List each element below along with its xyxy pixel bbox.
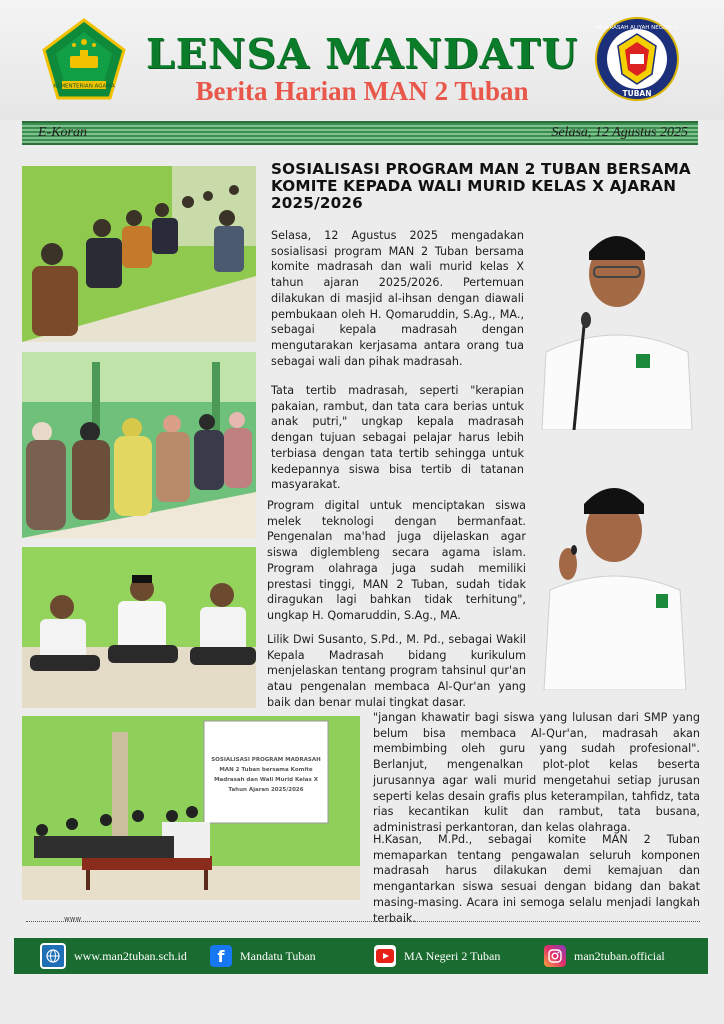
photo-madrasah-officials — [22, 547, 256, 708]
article-paragraph: Program digital untuk menciptakan siswa melek teknologi dengan bermanfaat. Pengenalan ma'had juga dijelaskan agar siswa diglembleng secara agama islam. Program olahraga juga sudah memiliki prestasi tinggi, MAN 2 Tuban, sudah tidak diragukan lagi bahkan tidak terhitung", ungkap H. Qomaruddin, S.Ag., MA. — [267, 499, 526, 622]
instagram-icon — [544, 945, 566, 967]
youtube-icon — [374, 945, 396, 967]
footer-youtube-text: MA Negeri 2 Tuban — [404, 948, 501, 963]
footer-website-link[interactable] — [40, 944, 187, 968]
svg-text:Madrasah dan Wali Murid Kelas: Madrasah dan Wali Murid Kelas X — [214, 777, 318, 783]
article-paragraph: H.Kasan, M.Pd., sebagai komite MAN 2 Tuban memaparkan tentang pengawalan seluruh komponen madrasah harus dilakukan demi kemajuan dan mengantarkan siswa sesuai dengan bidang dan bakat masing-masing. Acara ini semoga selalu menjadi langkah terbaik. — [373, 833, 700, 925]
globe-icon — [40, 943, 66, 969]
svg-text:TUBAN: TUBAN — [622, 89, 652, 98]
photo-presentation-stage — [22, 716, 360, 900]
edition-label: E-Koran — [38, 125, 87, 140]
footer-facebook-text: Mandatu Tuban — [240, 948, 316, 963]
man-2-tuban-logo-icon — [594, 16, 680, 102]
kementerian-agama-logo-icon — [40, 18, 128, 100]
footer-youtube-link[interactable] — [374, 944, 500, 968]
footer-facebook-link[interactable] — [210, 944, 316, 968]
svg-text:KEMENTERIAN AGAMA: KEMENTERIAN AGAMA — [53, 83, 115, 90]
svg-text:Tahun Ajaran 2025/2026: Tahun Ajaran 2025/2026 — [228, 787, 304, 793]
photo-seated-parents — [22, 166, 256, 342]
svg-text:MADRASAH ALIYAH NEGERI 2: MADRASAH ALIYAH NEGERI 2 — [596, 25, 678, 31]
footer-www-tag: www — [64, 915, 82, 923]
portrait-head-of-madrasah — [532, 222, 702, 430]
newspaper-subtitle: Berita Harian MAN 2 Tuban — [195, 76, 529, 106]
footer-divider — [26, 921, 700, 922]
article-headline: SOSIALISASI PROGRAM MAN 2 TUBAN BERSAMA KOMITE KEPADA WALI MURID KELAS X AJARAN 2025/2026 — [271, 160, 691, 212]
footer-website-text: www.man2tuban.sch.id — [74, 948, 187, 963]
portrait-committee-speaker — [540, 478, 690, 690]
article-paragraph: Lilik Dwi Susanto, S.Pd., M. Pd., sebagai Wakil Kepala Madrasah bidang kurikulum menjelaskan tentang program tahsinul qur'an atau pengenalan membaca Al-Qur'an yang baik dan benar mulai tingkat dasar. — [267, 633, 526, 709]
facebook-icon: f — [210, 945, 232, 967]
article-paragraph: "jangan khawatir bagi siswa yang lulusan dari SMP yang belum bisa membaca Al-Qur'an, madrasah akan membimbing oleh guru yang sudah profesional". Berlanjut, mengenalkan plot-plot kelas beserta jurusannya agar wali murid mengetahui setiap jurusan seperti kelas desain grafis plus keterampilan, tahfidz, tata rias kecantikan kulit dan rambut, tata busana, administrasi perkantoran, dan kelas olahraga. — [373, 711, 700, 834]
footer-instagram-link[interactable] — [544, 944, 665, 968]
svg-text:MAN 2 Tuban bersama Komite: MAN 2 Tuban bersama Komite — [219, 767, 313, 773]
photo-mothers-audience — [22, 352, 256, 538]
edition-date: Selasa, 12 Agustus 2025 — [551, 125, 688, 140]
svg-text:SOSIALISASI PROGRAM MADRASAH: SOSIALISASI PROGRAM MADRASAH — [211, 757, 321, 763]
article-paragraph: Selasa, 12 Agustus 2025 mengadakan sosialisasi program MAN 2 Tuban bersama komite madrasah dan wali murid kelas X tahun ajaran 2025/2026. Pertemuan dilakukan di masjid al-ihsan dengan diawali pembukaan oleh H. Qomaruddin, S.Ag., MA., sebagai kepala madrasah dengan mengutarakan kerjasama antara orang tua sebagai wali dan pihak madrasah. — [271, 229, 524, 368]
footer-instagram-text: man2tuban.official — [574, 948, 665, 963]
newspaper-title: LENSA MANDATU — [145, 30, 579, 78]
article-paragraph: Tata tertib madrasah, seperti "kerapian pakaian, rambut, dan tata cara berias untuk anak putri," ungkap kepala madrasah dengan tujuan sebagai pelajar harus lebih terbiasa dengan tata tertib sehingga untuk kedepannya siswa bisa tertib di tatanan masyarakat. — [271, 384, 524, 492]
